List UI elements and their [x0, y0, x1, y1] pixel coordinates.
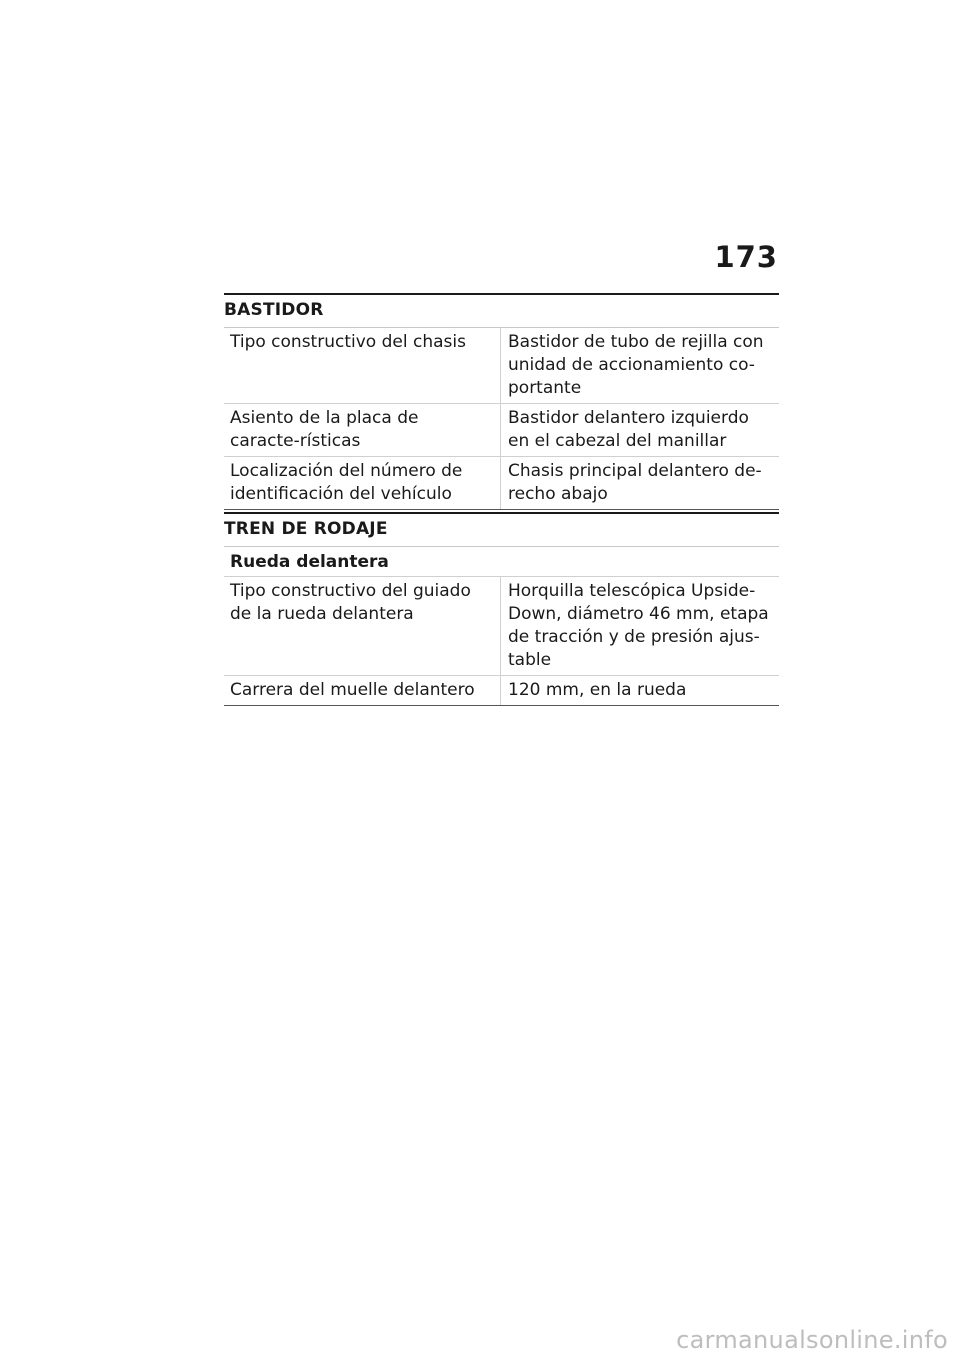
row-label: Tipo constructivo del chasis — [224, 328, 501, 403]
tren-section — [224, 512, 779, 706]
bastidor-heading: BASTIDOR — [224, 295, 779, 328]
row-value: Bastidor de tubo de rejilla con unidad de accionamiento co-portante — [508, 332, 764, 398]
row-label: Tipo constructivo del guiado de la rueda delantera — [224, 577, 501, 675]
table-row — [224, 457, 779, 510]
row-value: Chasis principal delantero de-recho abajo — [508, 461, 762, 504]
tren-heading: TREN DE RODAJE — [224, 514, 779, 547]
row-label: Asiento de la placa de caracte-rísticas — [224, 404, 501, 456]
page-number: 173 — [714, 240, 778, 274]
row-value: 120 mm, en la rueda — [508, 680, 687, 700]
bastidor-section — [224, 293, 779, 510]
tren-table — [224, 512, 779, 706]
row-value: Bastidor delantero izquierdo en el cabezal del manillar — [508, 408, 749, 451]
watermark-text: carmanualsonline.info — [676, 1326, 948, 1354]
table-row — [224, 328, 779, 404]
rueda-delantera-subheading: Rueda delantera — [224, 547, 779, 577]
row-label: Carrera del muelle delantero — [224, 676, 501, 705]
bastidor-table — [224, 293, 779, 510]
table-row — [224, 577, 779, 676]
row-value: Horquilla telescópica Upside-Down, diámetro 46 mm, etapa de tracción y de presión ajus-table — [508, 581, 769, 670]
table-row — [224, 404, 779, 457]
table-row — [224, 676, 779, 706]
row-label: Localización del número de identificación del vehículo — [224, 457, 501, 509]
